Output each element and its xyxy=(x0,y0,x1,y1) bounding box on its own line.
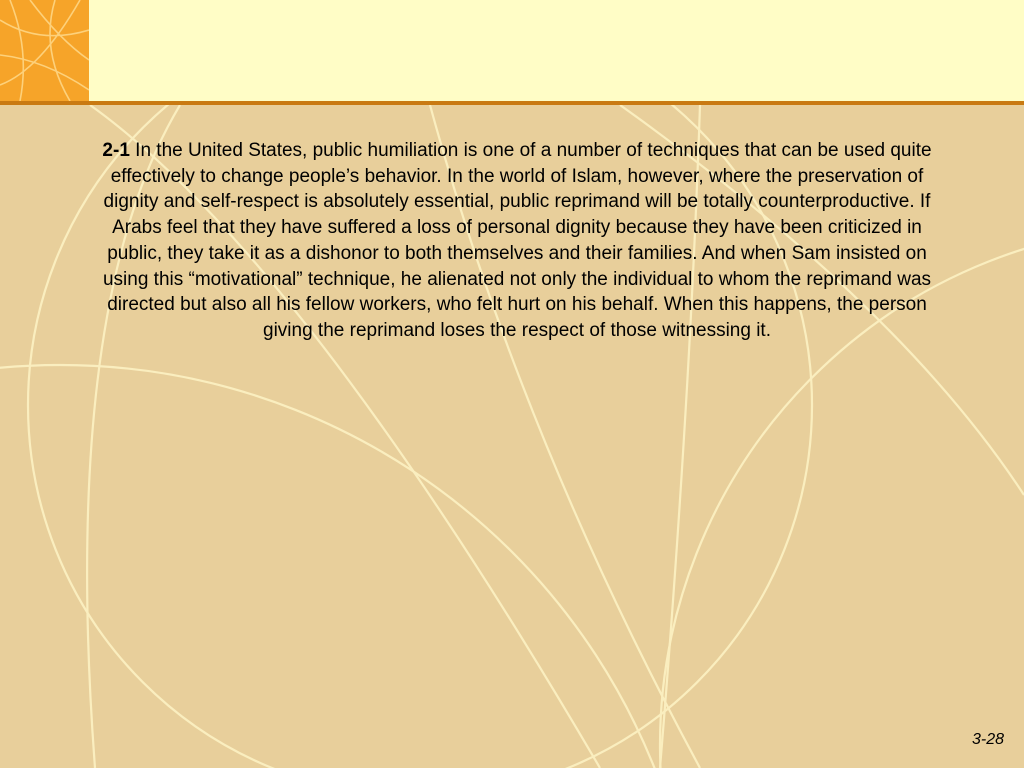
slide-label: 2-1 xyxy=(102,140,130,161)
header-band xyxy=(0,0,1024,101)
slide-body-text xyxy=(96,138,938,344)
accent-arcs-decoration xyxy=(0,0,89,101)
decorative-accent-square xyxy=(0,0,89,101)
slide-body: In the United States, public humiliation is one of a number of techniques that can be used quite effectively to change people’s behavior. In the world of Islam, however, where the preservation of dignity and self-respect is absolutely essential, public reprimand will be totally counterproductive. If Arabs feel that they have suffered a loss of personal dignity because they have been criticized in public, they take it as a dishonor to both themselves and their families. And when Sam insisted on using this “motivational” technique, he alienated not only the individual to whom the reprimand was directed but also all his fellow workers, who felt hurt on his behalf. When this happens, the person giving the reprimand loses the respect of those witnessing it. xyxy=(102,140,932,341)
page-number: 3-28 xyxy=(971,731,1004,748)
